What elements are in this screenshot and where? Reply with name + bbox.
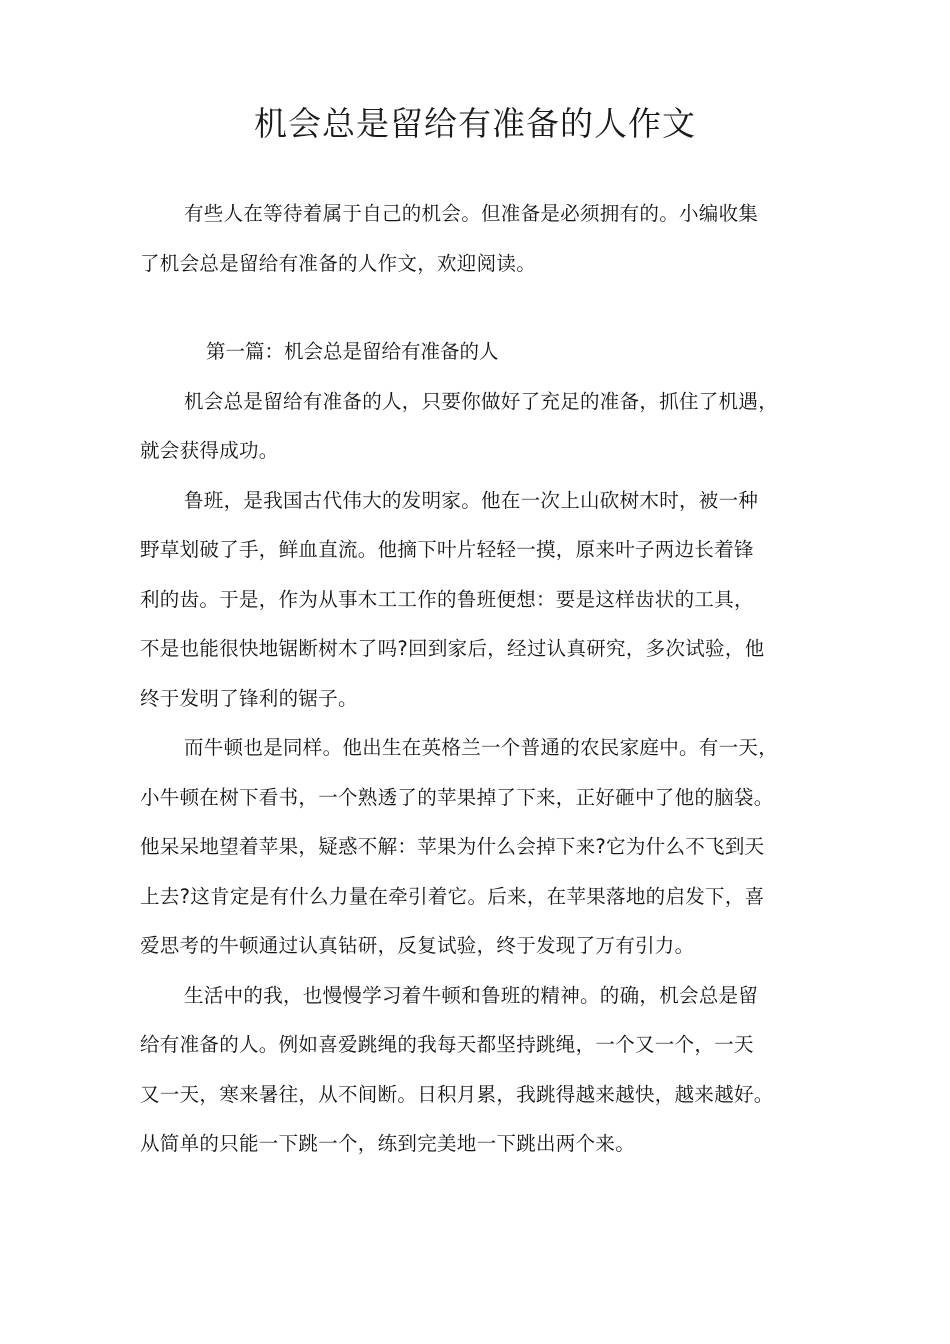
- paragraph-line: 小牛顿在树下看书，一个熟透了的苹果掉了下来，正好砸中了他的脑袋。: [140, 785, 774, 809]
- paragraph-line: 不是也能很快地锯断树木了吗?回到家后，经过认真研究，多次试验，他: [140, 637, 765, 660]
- paragraph-line: 野草划破了手，鲜血直流。他摘下叶片轻轻一摸，原来叶子两边长着锋: [140, 538, 754, 561]
- document-title: 机会总是留给有准备的人作文: [254, 104, 696, 143]
- body-paragraph: [140, 476, 820, 724]
- paragraph-line: 机会总是留给有准备的人，只要你做好了充足的准备，抓住了机遇，: [184, 389, 779, 413]
- body-paragraph: [140, 971, 820, 1169]
- paragraph-line: 他呆呆地望着苹果，疑惑不解：苹果为什么会掉下来?它为什么不飞到天: [140, 835, 765, 858]
- intro-line: 了机会总是留给有准备的人作文，欢迎阅读。: [140, 251, 537, 275]
- paragraph-line: 生活中的我，也慢慢学习着牛顿和鲁班的精神。的确，机会总是留: [184, 983, 759, 1007]
- paragraph-line: 终于发明了锋利的锯子。: [140, 686, 358, 710]
- paragraph-line: 鲁班，是我国古代伟大的发明家。他在一次上山砍树木时，被一种: [184, 488, 759, 512]
- document-body: [140, 189, 820, 1169]
- intro-line: 有些人在等待着属于自己的机会。但准备是必须拥有的。小编收集: [184, 202, 759, 225]
- paragraph-line: 而牛顿也是同样。他出生在英格兰一个普通的农民家庭中。有一天，: [184, 736, 779, 759]
- body-paragraph: [140, 377, 820, 476]
- paragraph-line: 从简单的只能一下跳一个，练到完美地一下跳出两个来。: [140, 1132, 636, 1155]
- body-paragraph: [140, 723, 820, 971]
- chapter-heading: 第一篇：机会总是留给有准备的人: [206, 340, 499, 363]
- paragraph-line: 就会获得成功。: [140, 439, 279, 462]
- paragraph-line: 爱思考的牛顿通过认真钻研，反复试验，终于发现了万有引力。: [140, 934, 695, 957]
- paragraph-line: 给有准备的人。例如喜爱跳绳的我每天都坚持跳绳，一个又一个，一天: [140, 1033, 754, 1056]
- intro-paragraph: [140, 189, 820, 288]
- paragraph-line: 上去?这肯定是有什么力量在牵引着它。后来，在苹果落地的启发下，喜: [140, 884, 765, 908]
- paragraph-line: 又一天，寒来暑往，从不间断。日积月累，我跳得越来越快，越来越好。: [140, 1082, 774, 1106]
- paragraph-line: 利的齿。于是，作为从事木工工作的鲁班便想：要是这样齿状的工具，: [140, 587, 754, 611]
